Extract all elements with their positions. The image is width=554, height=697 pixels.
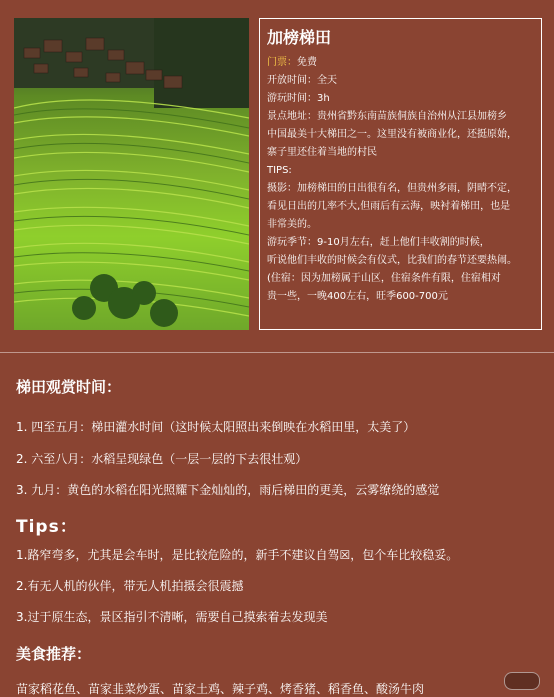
tip-photo-2: 看见日出的几率不大,但雨后有云海，映衬着梯田，也是 [267,201,511,212]
tip-stay-1: (住宿：因为加榜属于山区，住宿条件有限，住宿相对 [267,273,501,284]
tip-photo-3: 非常美的。 [267,219,317,230]
duration: 游玩时间：3h [267,93,330,104]
address-line-2: 中国最美十大梯田之一。这里没有被商业化，还挺原始， [267,129,517,140]
open-time: 开放时间：全天 [267,75,337,86]
tips-heading: Tips： [16,517,78,537]
viewing-heading: 梯田观赏时间： [16,378,122,396]
tips-item-2: 2.有无人机的伙伴，带无人机拍摄会很震撼 [16,579,244,593]
section-divider [0,352,554,353]
terrace-photo [14,18,249,330]
ticket-value: 免费 [297,57,317,68]
food-heading: 美食推荐： [16,645,92,663]
viewing-item-2: 2. 六至八月：水稻呈现绿色（一层一层的下去很壮观） [16,452,308,466]
tips-item-3: 3.过于原生态，景区指引不清晰，需要自己摸索着去发现美 [16,610,328,624]
ticket-label: 门票： [267,57,297,68]
address-line-3: 寨子里还住着当地的村民 [267,147,377,158]
food-line: 苗家稻花鱼、苗家韭菜炒蛋、苗家土鸡、辣子鸡、烤香猪、稻香鱼、酸汤牛肉 [16,682,425,696]
tips-label: TIPS: [267,165,292,176]
viewing-item-3: 3. 九月：黄色的水稻在阳光照耀下金灿灿的，雨后梯田的更美，云雾缭绕的感觉 [16,483,440,497]
address-line-1: 景点地址：贵州省黔东南苗族侗族自治州从江县加榜乡 [267,111,507,122]
ticket-line [267,54,535,72]
terrace-illustration [14,18,249,330]
tip-season-2: 听说他们丰收的时候会有仪式，比我们的春节还要热闹。 [267,255,517,266]
corner-badge [504,672,540,690]
tip-season-1: 游玩季节：9-10月左右，赶上他们丰收割的时候， [267,237,490,248]
tip-photo-1: 摄影：加榜梯田的日出很有名，但贵州多雨，阴晴不定， [267,183,517,194]
info-title: 加榜梯田 [267,28,332,47]
info-box [259,18,542,330]
tips-item-1: 1.路窄弯多，尤其是会车时，是比较危险的，新手不建议自驾☒，包个车比较稳妥。 [16,548,459,562]
tip-stay-2: 贵一些，一晚400左右，旺季600-700元 [267,291,448,302]
viewing-item-1: 1. 四至五月：梯田灌水时间（这时候太阳照出来倒映在水稻田里，太美了） [16,420,416,434]
